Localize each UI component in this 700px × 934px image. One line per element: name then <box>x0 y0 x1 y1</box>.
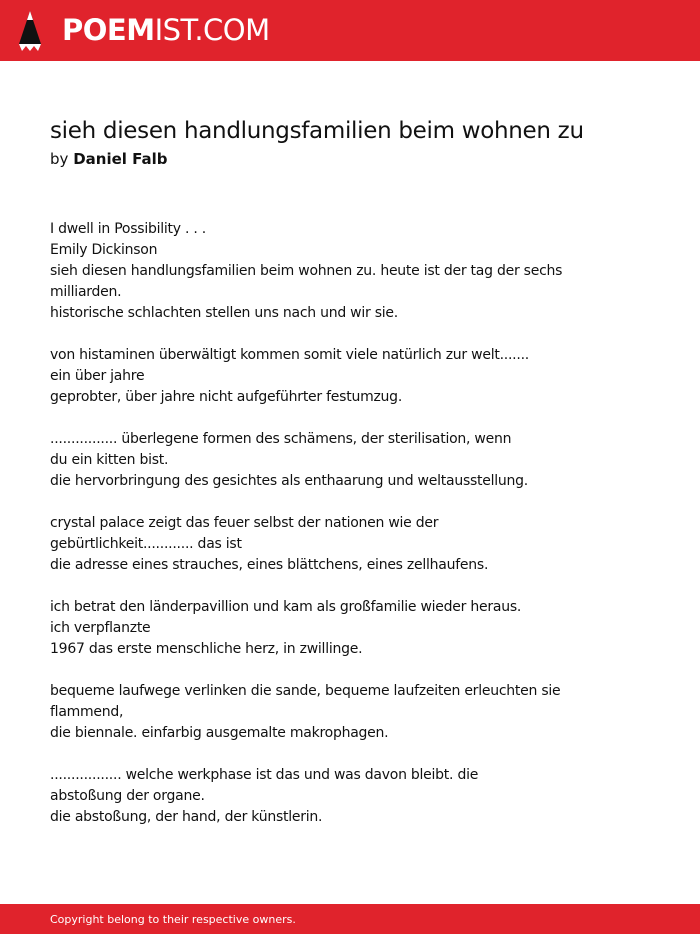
poem-line: crystal palace zeigt das feuer selbst der nationen wie der <box>50 515 439 531</box>
poem-line: flammend, <box>50 704 124 720</box>
poem-line <box>50 324 610 345</box>
poem-line: bequeme laufwege verlinken die sande, bequeme laufzeiten erleuchten sie <box>50 683 561 699</box>
site-logo[interactable] <box>62 13 270 47</box>
poem-line: I dwell in Possibility . . . <box>50 221 206 237</box>
poem-line: gebürtlichkeit............ das ist <box>50 536 242 552</box>
poem-line: die biennale. einfarbig ausgemalte makrophagen. <box>50 725 389 741</box>
poem-line: die abstoßung, der hand, der künstlerin. <box>50 809 323 825</box>
poem-line: milliarden. <box>50 284 122 300</box>
poem-line: sieh diesen handlungsfamilien beim wohnen zu. heute ist der tag der sechs <box>50 263 563 279</box>
poem-line: ein über jahre <box>50 368 145 384</box>
poem-line: Emily Dickinson <box>50 242 158 258</box>
poem-line: du ein kitten bist. <box>50 452 169 468</box>
poem-line <box>50 660 610 681</box>
poem-line: abstoßung der organe. <box>50 788 205 804</box>
poem-line: ich betrat den länderpavillion und kam als großfamilie wieder heraus. <box>50 599 522 615</box>
logo-bold-text: POEM <box>62 13 155 47</box>
poem-line: 1967 das erste menschliche herz, in zwillinge. <box>50 641 363 657</box>
poem-line: von histaminen überwältigt kommen somit viele natürlich zur welt....... <box>50 347 529 363</box>
poem-line <box>50 492 610 513</box>
poem-line: die hervorbringung des gesichtes als enthaarung und weltausstellung. <box>50 473 528 489</box>
poem-body <box>50 219 610 828</box>
copyright-text: Copyright belong to their respective owners. <box>50 913 296 926</box>
byline <box>50 149 168 169</box>
poem-line <box>50 408 610 429</box>
poem-title: sieh diesen handlungsfamilien beim wohnen zu <box>50 118 584 144</box>
site-footer <box>0 904 700 934</box>
author-name: Daniel Falb <box>73 150 168 168</box>
site-header <box>0 0 700 61</box>
poem-line <box>50 744 610 765</box>
poem-line: ................ überlegene formen des schämens, der sterilisation, wenn <box>50 431 512 447</box>
poem-line: ich verpflanzte <box>50 620 151 636</box>
poem-line: historische schlachten stellen uns nach und wir sie. <box>50 305 398 321</box>
pencil-tip-icon[interactable] <box>18 10 42 52</box>
poem-line: ................. welche werkphase ist das und was davon bleibt. die <box>50 767 479 783</box>
poem-line <box>50 576 610 597</box>
poem-line: die adresse eines strauches, eines blättchens, eines zellhaufens. <box>50 557 489 573</box>
by-label: by <box>50 150 69 168</box>
logo-light-text: IST.COM <box>154 13 270 47</box>
poem-line: geprobter, über jahre nicht aufgeführter festumzug. <box>50 389 403 405</box>
